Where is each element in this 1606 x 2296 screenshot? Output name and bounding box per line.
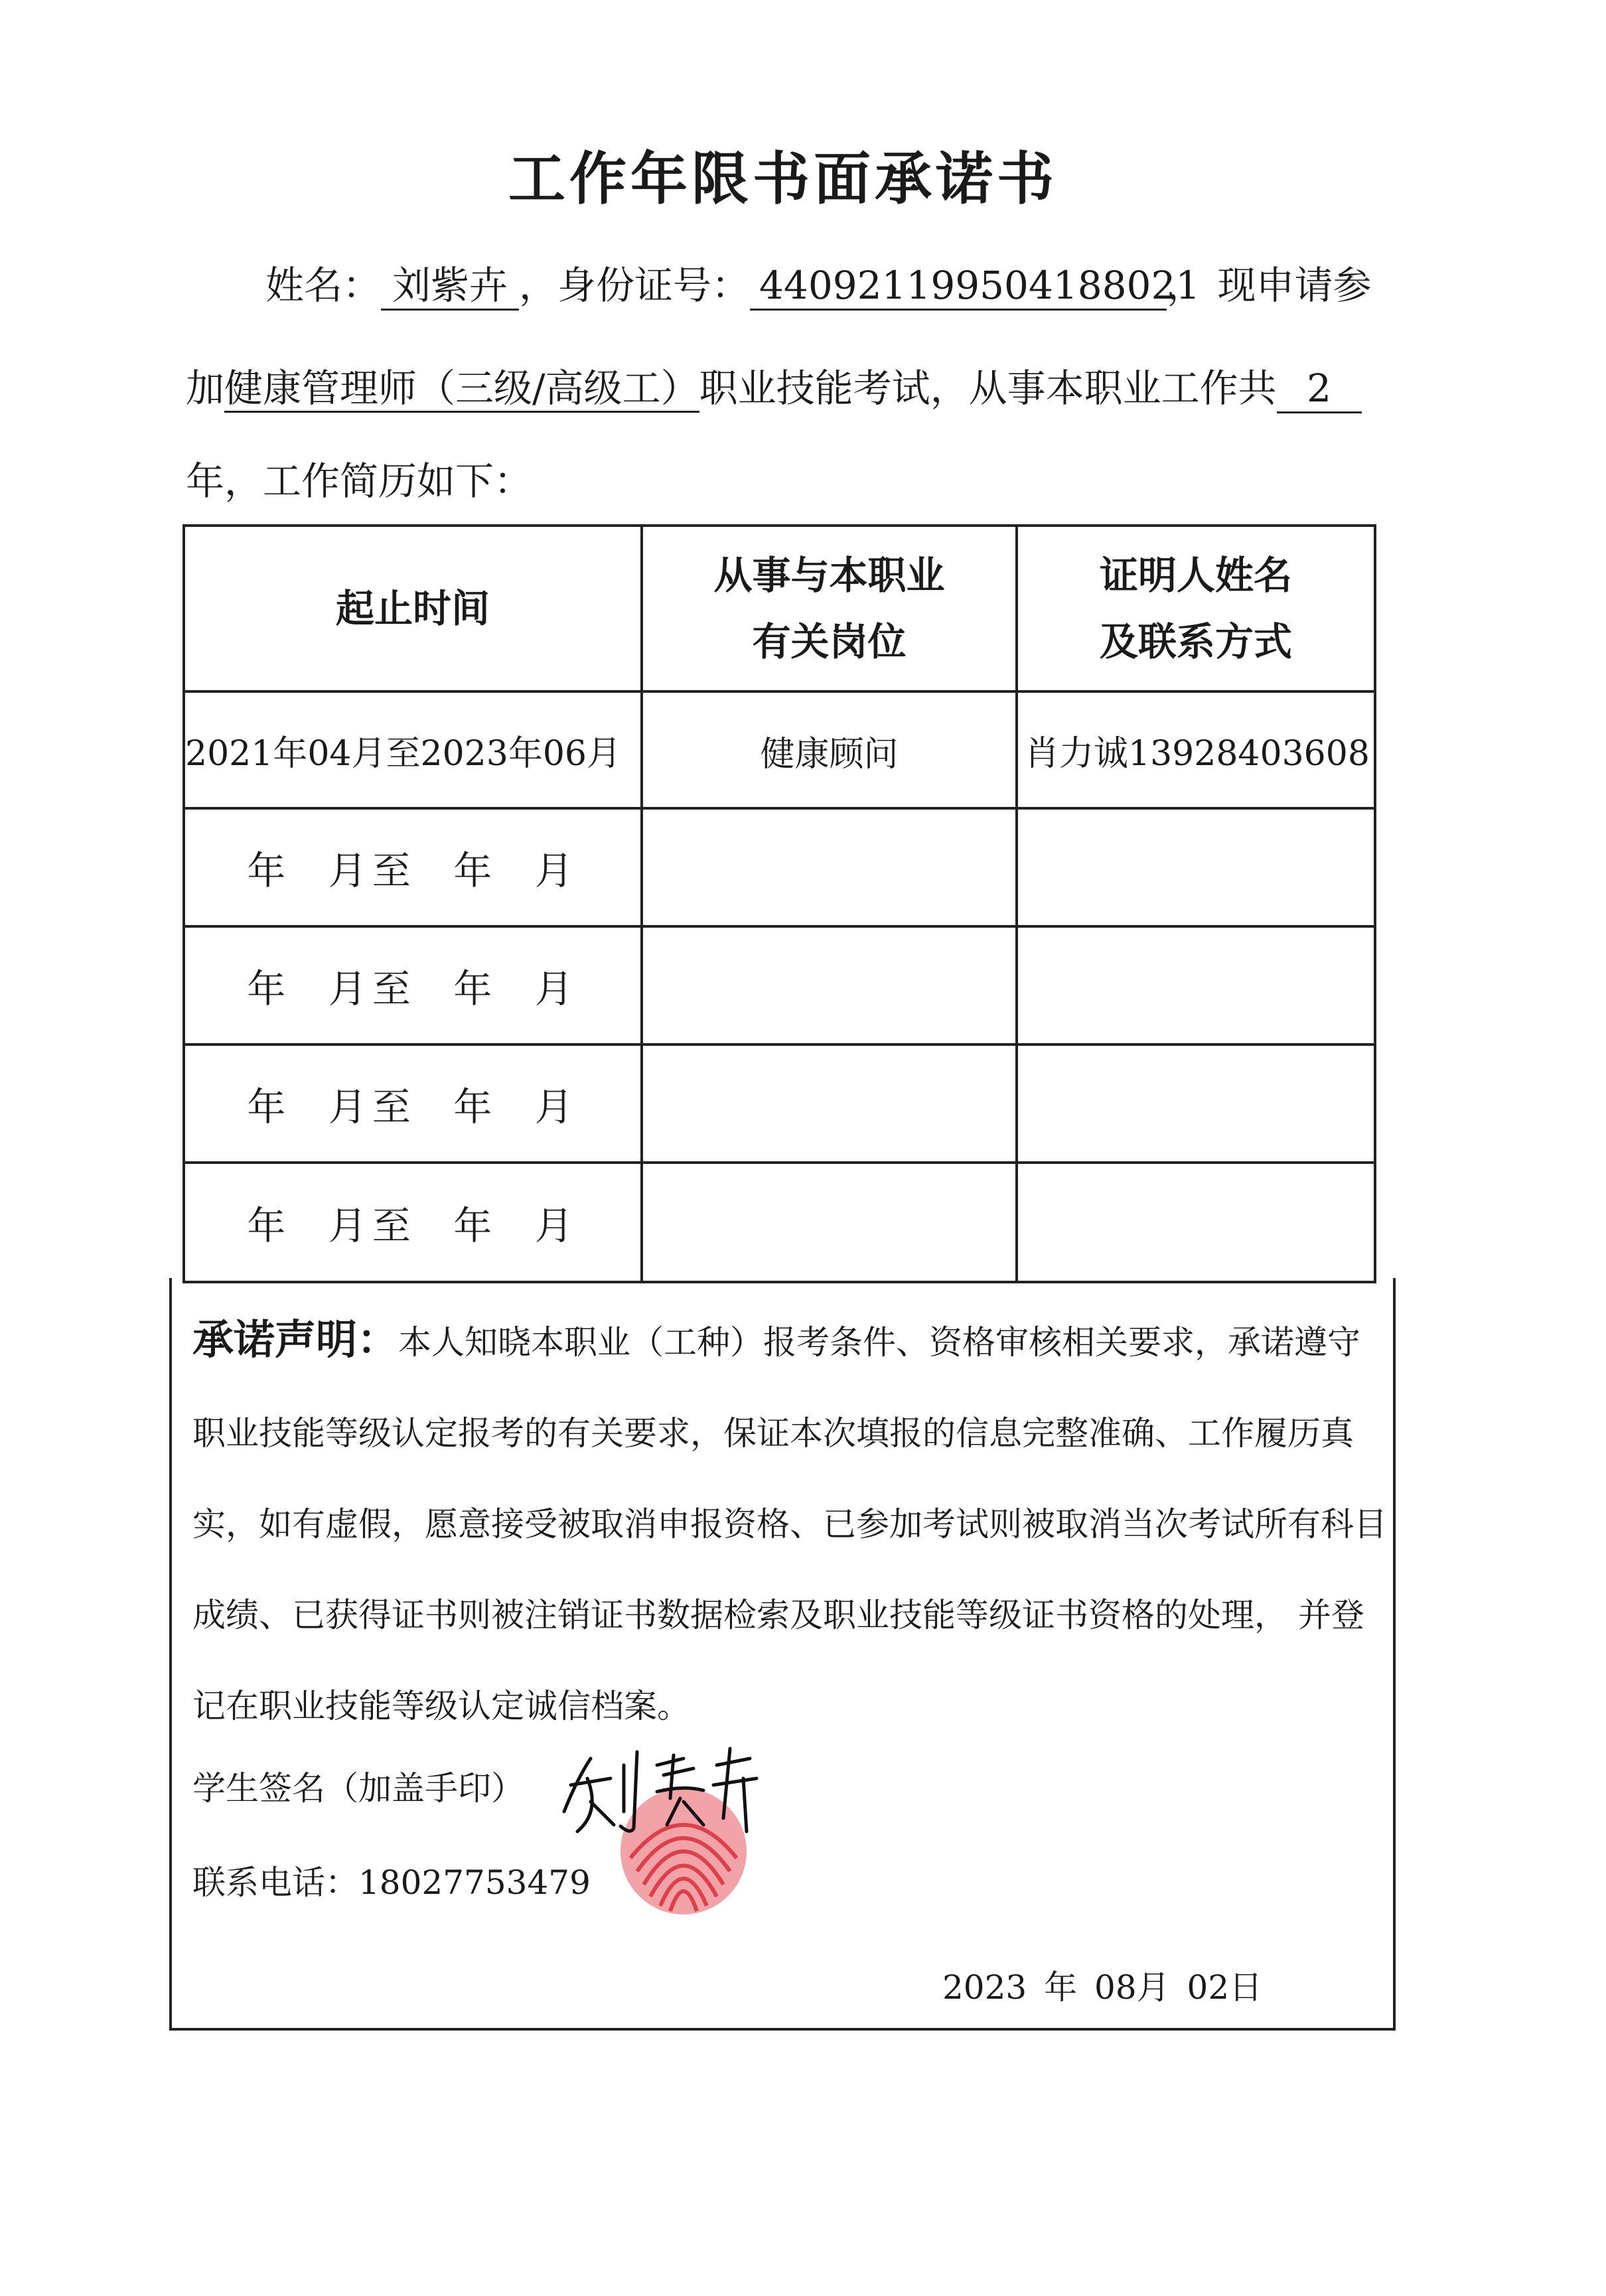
table-row — [184, 926, 1375, 1044]
row-position — [642, 1163, 1017, 1282]
intro-line-3: 年，工作简历如下： — [186, 459, 533, 504]
id-label: ，身份证号： — [519, 263, 751, 308]
row-period: 2021年04月至2023年06月 — [184, 691, 642, 808]
table-header-row — [184, 526, 1375, 691]
row-position: 健康顾问 — [642, 691, 1017, 808]
handwritten-signature — [551, 1739, 770, 1838]
phone-line — [192, 1856, 591, 1904]
header-witness — [1017, 526, 1375, 691]
id-value: 440921199504188021 — [750, 262, 1167, 311]
intro-continue: ， 现申请参 — [1167, 263, 1372, 308]
occupation-value: 健康管理师（三级/高级工） — [224, 366, 699, 413]
row-period: 年 月至 年 月 — [184, 1163, 642, 1282]
table-row — [184, 808, 1375, 926]
row-witness — [1017, 926, 1375, 1044]
header-period: 起止时间 — [184, 526, 642, 691]
intro-occupation-suffix: 职业技能考试，从事本职业工作共 — [699, 366, 1277, 411]
statement-body: 本人知晓本职业（工种）报考条件、资格审核相关要求，承诺遵守职业技能等级认定报考的有关要求，保证本次填报的信息完整准确、工作履历真实，如有虚假，愿意接受被取消申报资格、已参加考试则被取消当次考试所有科目成绩、已获得证书则被注销证书数据检索及职业技能等级证书资格的处理， 并登记在职业技能等级认定诚信档案。 — [192, 1323, 1387, 1725]
page-title: 工作年限书面承诺书 — [508, 146, 1058, 212]
row-position — [642, 1044, 1017, 1163]
table-row — [184, 691, 1375, 808]
name-label: 姓名： — [265, 263, 382, 308]
intro-line-2 — [186, 362, 1407, 415]
row-period: 年 月至 年 月 — [184, 808, 642, 926]
row-witness — [1017, 808, 1375, 926]
signing-date: 2023 年 08月 02日 — [942, 1968, 1263, 2007]
row-position — [642, 926, 1017, 1044]
row-witness: 肖力诚13928403608 — [1017, 691, 1375, 808]
header-witness-line-1: 证明人姓名 — [1099, 553, 1292, 598]
table-row — [184, 1044, 1375, 1163]
row-position — [642, 808, 1017, 926]
statement-lead: 承诺声明： — [192, 1315, 399, 1364]
name-value: 刘紫卉 — [381, 262, 519, 311]
row-period: 年 月至 年 月 — [184, 926, 642, 1044]
header-position-line-2: 有关岗位 — [752, 619, 907, 664]
years-value: 2 — [1277, 365, 1362, 413]
row-witness — [1017, 1044, 1375, 1163]
row-period: 年 月至 年 月 — [184, 1044, 642, 1163]
header-witness-line-2: 及联系方式 — [1099, 619, 1292, 664]
header-position-line-1: 从事与本职业 — [713, 553, 945, 598]
phone-label: 联系电话： — [192, 1863, 358, 1902]
phone-value: 18027753479 — [358, 1863, 591, 1902]
row-witness — [1017, 1163, 1375, 1282]
header-position — [642, 526, 1017, 691]
intro-prefix: 加 — [186, 366, 225, 411]
intro-line-1 — [265, 259, 1487, 312]
work-history-table — [183, 524, 1376, 1283]
statement-text — [192, 1294, 1387, 1752]
signature-label: 学生签名（加盖手印） — [192, 1769, 524, 1808]
table-row — [184, 1163, 1375, 1282]
